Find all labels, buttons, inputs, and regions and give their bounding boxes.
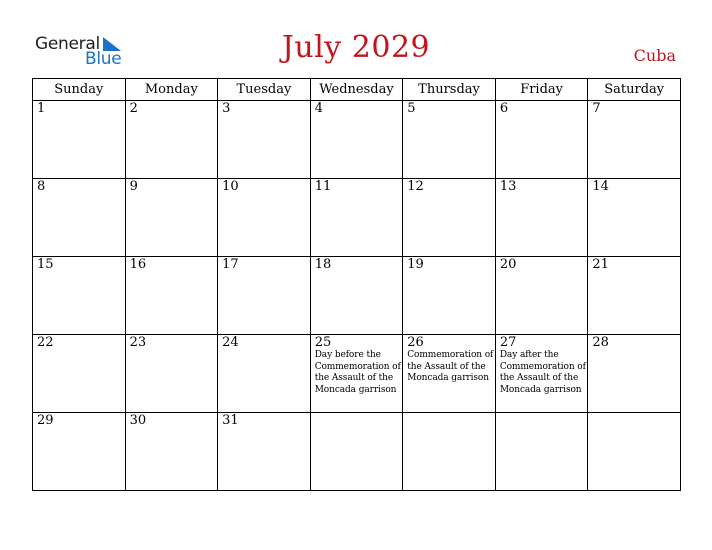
day-number: 23 xyxy=(129,335,147,350)
day-number: 2 xyxy=(129,101,138,116)
day-cell xyxy=(310,413,403,491)
day-number: 29 xyxy=(37,413,54,428)
weekday-header: Sunday xyxy=(33,79,126,101)
day-number: 4 xyxy=(314,101,323,116)
day-number: 26 xyxy=(407,335,424,350)
weekday-header: Saturday xyxy=(588,79,681,101)
day-cell xyxy=(33,413,126,491)
holiday-label: Day before the Commemoration of the Assault of the Moncada garrison xyxy=(314,350,401,395)
weekday-header: Tuesday xyxy=(218,79,311,101)
day-cell xyxy=(218,101,311,179)
day-number: 20 xyxy=(499,257,517,272)
week-row xyxy=(33,179,681,257)
day-number: 12 xyxy=(407,179,424,194)
day-number: 9 xyxy=(129,179,138,194)
day-cell xyxy=(588,413,681,491)
day-number: 3 xyxy=(222,101,231,116)
day-cell xyxy=(403,101,496,179)
day-number: 14 xyxy=(592,179,609,194)
day-number: 30 xyxy=(129,413,147,428)
day-cell xyxy=(495,257,588,335)
logo-word-blue: Blue xyxy=(85,49,122,69)
day-number: 5 xyxy=(407,101,416,116)
day-number: 18 xyxy=(314,257,332,272)
week-row xyxy=(33,413,681,491)
day-cell xyxy=(125,101,218,179)
day-number: 1 xyxy=(37,101,46,116)
day-cell xyxy=(125,179,218,257)
day-cell xyxy=(125,335,218,413)
day-number: 22 xyxy=(37,335,54,350)
day-cell xyxy=(495,101,588,179)
day-cell xyxy=(33,101,126,179)
day-number: 10 xyxy=(222,179,239,194)
day-cell xyxy=(588,335,681,413)
day-cell xyxy=(310,257,403,335)
day-number: 27 xyxy=(499,335,517,350)
day-number: 24 xyxy=(222,335,239,350)
day-cell xyxy=(495,179,588,257)
calendar-title: July 2029 xyxy=(281,30,431,65)
day-cell xyxy=(495,413,588,491)
calendar-grid xyxy=(32,78,681,491)
logo-word-general: General xyxy=(35,34,100,54)
day-number: 21 xyxy=(592,257,609,272)
country-label: Cuba xyxy=(633,46,676,65)
day-cell xyxy=(218,335,311,413)
day-cell xyxy=(310,179,403,257)
day-cell xyxy=(403,335,496,413)
week-row xyxy=(33,257,681,335)
day-cell xyxy=(125,413,218,491)
day-cell xyxy=(218,257,311,335)
weekday-header-row xyxy=(33,79,681,101)
day-cell xyxy=(403,413,496,491)
day-cell xyxy=(403,179,496,257)
weekday-header: Wednesday xyxy=(310,79,403,101)
day-number: 7 xyxy=(592,101,601,116)
holiday-label: Day after the Commemoration of the Assault of the Moncada garrison xyxy=(499,350,586,395)
day-number: 8 xyxy=(37,179,46,194)
holiday-label: Commemoration of the Assault of the Moncada garrison xyxy=(407,350,494,383)
day-number: 25 xyxy=(314,335,332,350)
day-cell xyxy=(310,335,403,413)
week-row xyxy=(33,101,681,179)
weekday-header: Monday xyxy=(125,79,218,101)
day-number: 28 xyxy=(592,335,609,350)
day-number: 16 xyxy=(129,257,147,272)
day-cell xyxy=(33,179,126,257)
week-row xyxy=(33,335,681,413)
weekday-header: Friday xyxy=(495,79,588,101)
day-cell xyxy=(218,413,311,491)
day-cell xyxy=(310,101,403,179)
day-number: 17 xyxy=(222,257,239,272)
day-cell xyxy=(33,257,126,335)
day-cell xyxy=(125,257,218,335)
day-number: 31 xyxy=(222,413,239,428)
day-cell xyxy=(588,179,681,257)
weekday-header: Thursday xyxy=(403,79,496,101)
day-number: 19 xyxy=(407,257,424,272)
day-cell xyxy=(495,335,588,413)
day-cell xyxy=(33,335,126,413)
day-cell xyxy=(403,257,496,335)
day-cell xyxy=(588,257,681,335)
day-number: 13 xyxy=(499,179,517,194)
day-number: 15 xyxy=(37,257,54,272)
day-cell xyxy=(588,101,681,179)
day-cell xyxy=(218,179,311,257)
day-number: 11 xyxy=(314,179,332,194)
day-number: 6 xyxy=(499,101,509,116)
